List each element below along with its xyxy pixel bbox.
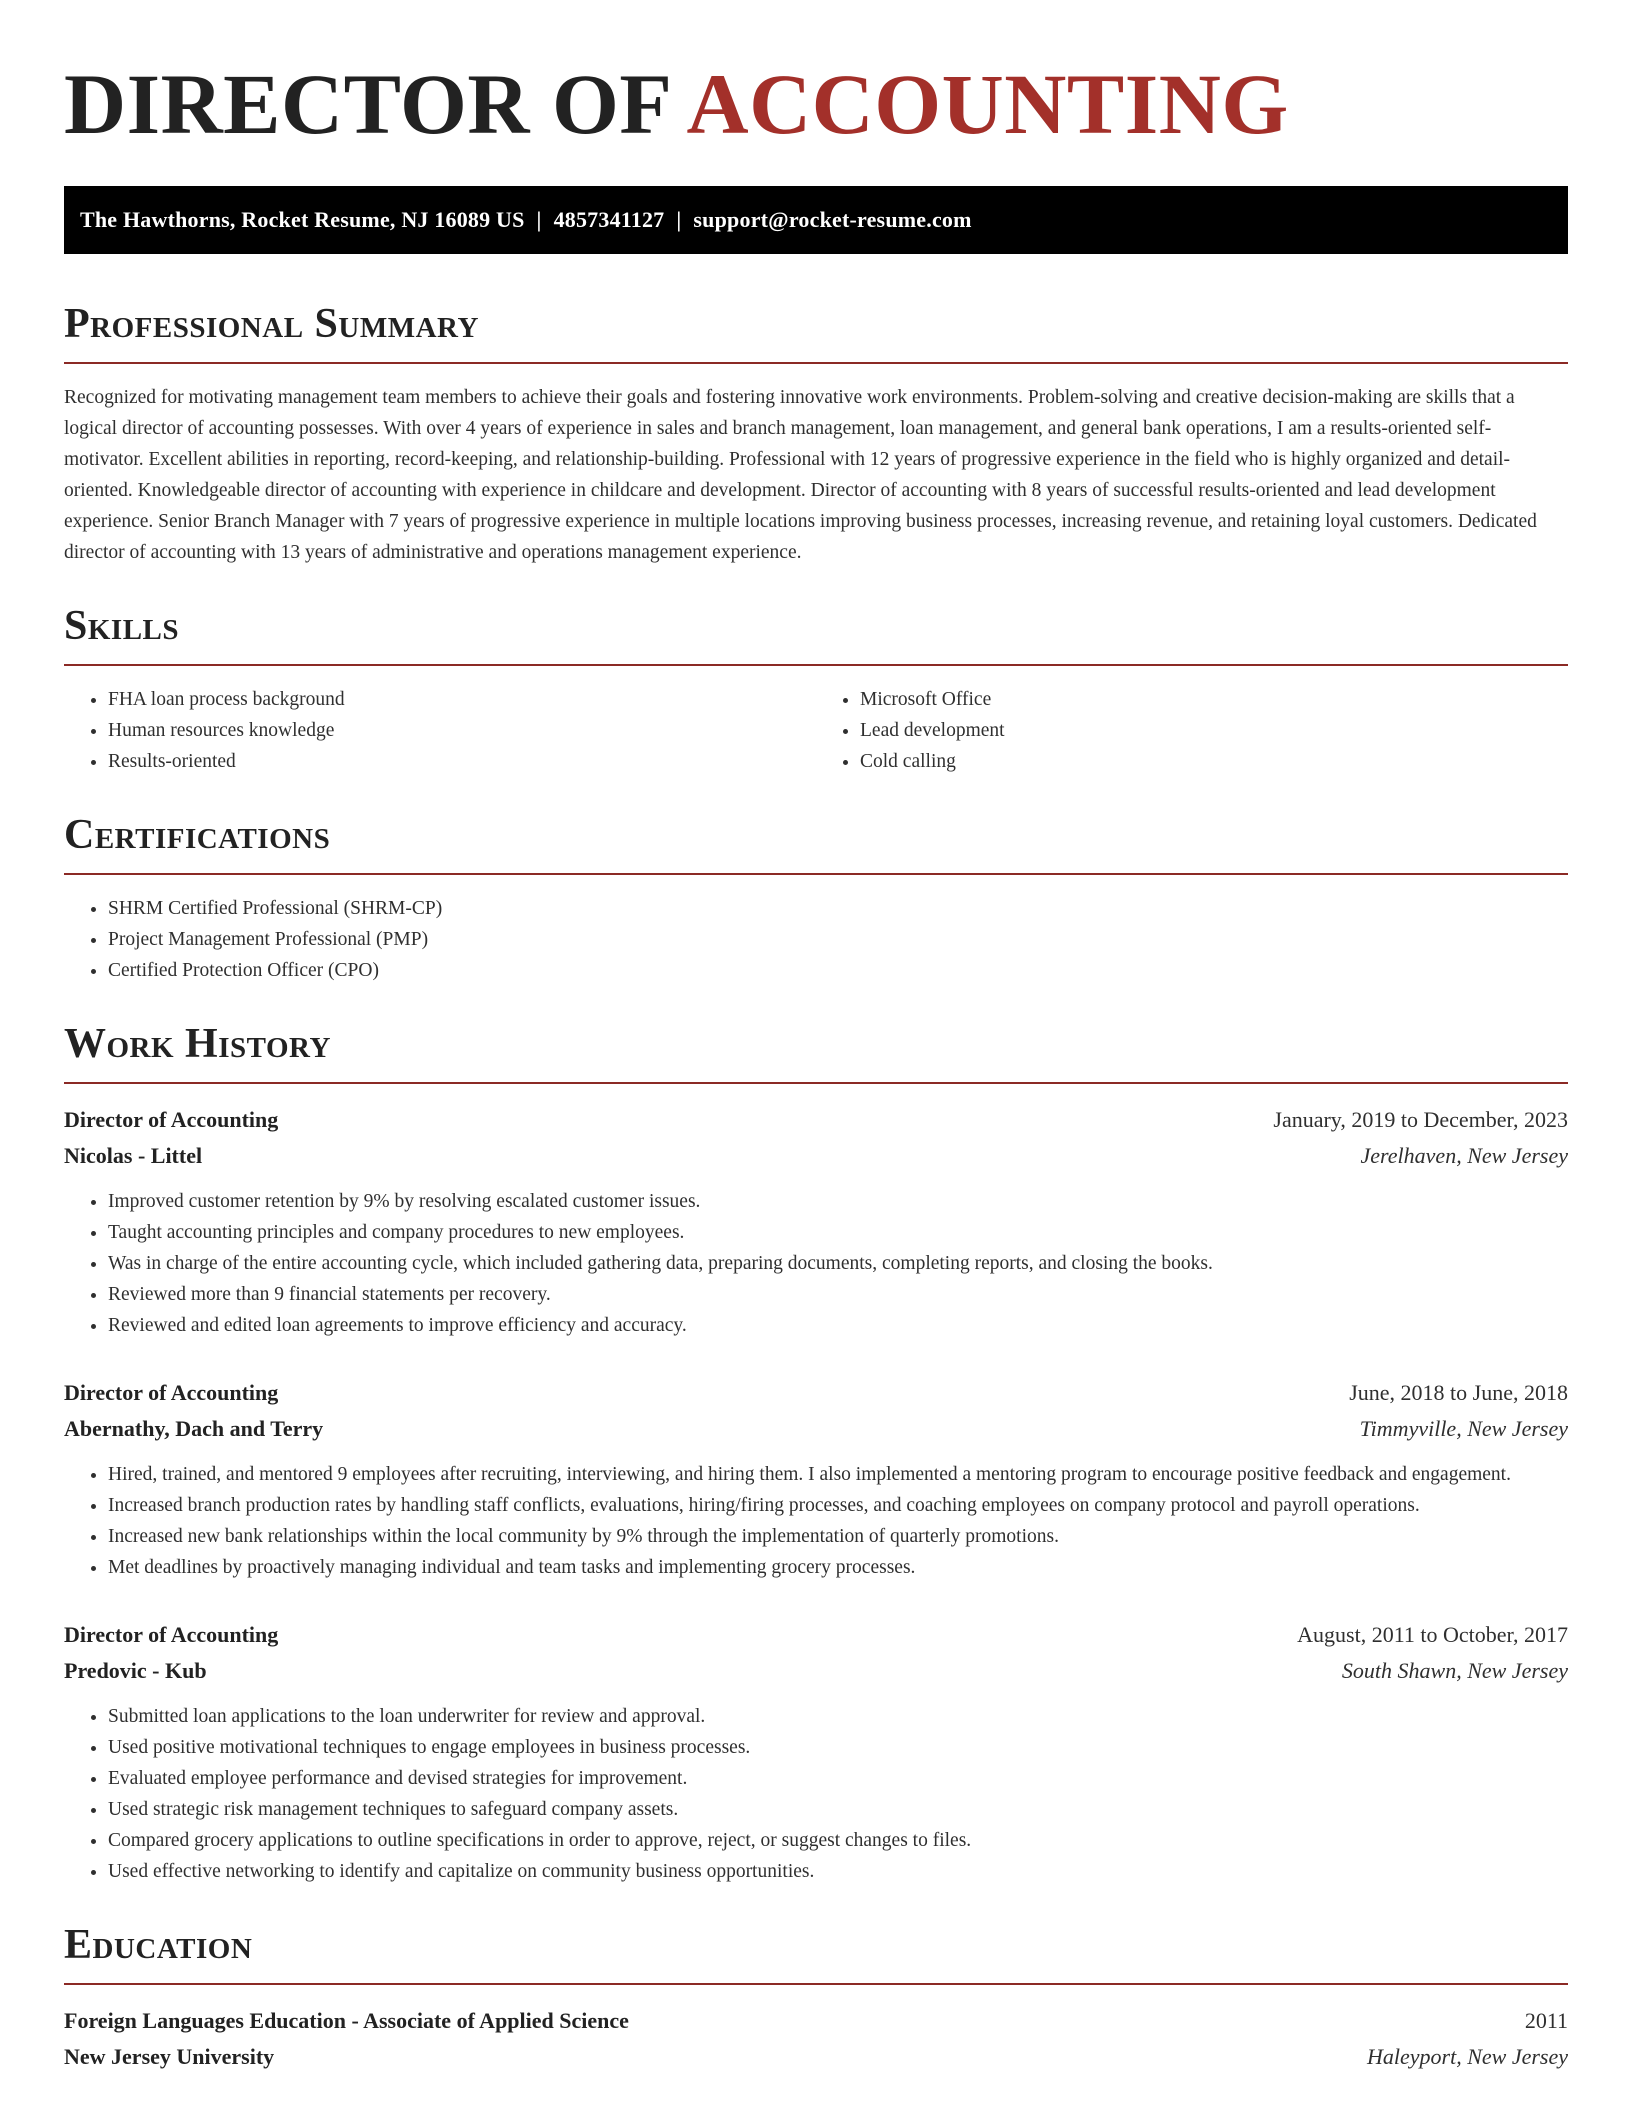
contact-separator: | [676,207,682,232]
job-bullets [64,1186,1568,1341]
job-bullet: • Used effective networking to identify and capitalize on community business opportunities. [108,1856,1568,1887]
job-bullet: • Used strategic risk management techniques to safeguard company assets. [108,1794,1568,1825]
section-divider [64,1983,1568,1985]
contact-address: The Hawthorns, Rocket Resume, NJ 16089 US [80,207,525,232]
job-header-row [64,1617,1568,1653]
contact-email[interactable]: support@rocket-resume.com [693,207,972,232]
job-location: South Shawn, New Jersey [1341,1658,1568,1683]
section-divider [64,664,1568,666]
work-history-heading: Work History [64,1021,331,1067]
section-divider [64,362,1568,364]
job-bullets [64,1701,1568,1887]
job-bullet: • Reviewed more than 9 financial statements per recovery. [108,1279,1568,1310]
job-bullet: • Increased branch production rates by handling staff conflicts, evaluations, hiring/firing processes, and coaching employees on company protocol and payroll operations. [108,1490,1568,1521]
summary-section [64,300,1568,568]
certification-item: • Certified Protection Officer (CPO) [108,955,1568,986]
resume-title [64,56,1568,152]
contact-bar [64,186,1568,254]
job-bullet: • Compared grocery applications to outline specifications in order to approve, reject, or suggest changes to files. [108,1825,1568,1856]
section-divider [64,873,1568,875]
education-heading: Education [64,1922,253,1968]
summary-text: Recognized for motivating management team members to achieve their goals and fostering innovative work environments. Problem-solving and creative decision-making are skills that a logical director of accounting possesses. With over 4 years of experience in sales and branch management, loan management, and general bank operations, I am a results-oriented self-motivator. Excellent abilities in reporting, record-keeping, and relationship-building. Professional with 12 years of progressive experience in the field who is highly organized and detail-oriented. Knowledgeable director of accounting with experience in childcare and development. Director of accounting with 8 years of successful results-oriented and lead development experience. Senior Branch Manager with 7 years of progressive experience in multiple locations improving business processes, increasing revenue, and retaining loyal customers. Dedicated director of accounting with 13 years of administrative and operations management experience. [64,387,1537,563]
job-bullet: • Met deadlines by proactively managing individual and team tasks and implementing grocery processes. [108,1552,1568,1583]
job-header-row [64,1102,1568,1138]
education-location: Haleyport, New Jersey [1367,2044,1568,2069]
skills-section [64,602,1568,777]
job-company: Abernathy, Dach and Terry [64,1416,324,1441]
skill-item: • Microsoft Office [860,684,1568,715]
job-company: Nicolas - Littel [64,1143,203,1168]
title-accent: ACCOUNTING [686,56,1289,152]
job-header-row [64,1375,1568,1411]
section-divider [64,1082,1568,1084]
education-school-row [64,2039,1568,2075]
job-bullets [64,1459,1568,1583]
job-bullet: • Improved customer retention by 9% by resolving escalated customer issues. [108,1186,1568,1217]
job-company-row [64,1138,1568,1174]
job-company: Predovic - Kub [64,1658,207,1683]
skills-grid [64,684,1568,777]
summary-heading: Professional Summary [64,301,479,347]
education-header-row [64,2003,1568,2039]
job-bullet: • Was in charge of the entire accounting cycle, which included gathering data, preparing documents, completing reports, and closing the books. [108,1248,1568,1279]
job-entry [64,1617,1568,1887]
job-dates: August, 2011 to October, 2017 [1297,1622,1568,1647]
job-bullet: • Hired, trained, and mentored 9 employees after recruiting, interviewing, and hiring them. I also implemented a mentoring program to encourage positive feedback and engagement. [108,1459,1568,1490]
education-school: New Jersey University [64,2044,275,2069]
job-bullet: • Submitted loan applications to the loan underwriter for review and approval. [108,1701,1568,1732]
job-company-row [64,1411,1568,1447]
job-dates: January, 2019 to December, 2023 [1273,1107,1568,1132]
job-bullet: • Used positive motivational techniques to engage employees in business processes. [108,1732,1568,1763]
job-location: Jerelhaven, New Jersey [1360,1143,1568,1168]
certification-item: • SHRM Certified Professional (SHRM-CP) [108,893,1568,924]
job-bullet: • Evaluated employee performance and devised strategies for improvement. [108,1763,1568,1794]
title-prefix: DIRECTOR OF [64,56,670,152]
job-entry [64,1375,1568,1583]
education-section [64,1921,1568,2075]
skill-item: • Cold calling [860,746,1568,777]
certifications-heading: Certifications [64,812,331,858]
skill-item: • FHA loan process background [108,684,816,715]
job-location: Timmyville, New Jersey [1359,1416,1568,1441]
contact-separator: | [536,207,542,232]
job-title: Director of Accounting [64,1380,279,1405]
education-year: 2011 [1524,2008,1568,2033]
job-title: Director of Accounting [64,1622,279,1647]
job-bullet: • Reviewed and edited loan agreements to improve efficiency and accuracy. [108,1310,1568,1341]
work-history-section [64,1020,1568,1887]
skills-heading: Skills [64,603,180,649]
job-bullet: • Increased new bank relationships within the local community by 9% through the implementation of quarterly promotions. [108,1521,1568,1552]
skill-item: • Results-oriented [108,746,816,777]
job-title: Director of Accounting [64,1107,279,1132]
education-degree: Foreign Languages Education - Associate of Applied Science [64,2008,629,2033]
job-dates: June, 2018 to June, 2018 [1349,1380,1568,1405]
skill-item: • Human resources knowledge [108,715,816,746]
skill-item: • Lead development [860,715,1568,746]
skills-list-right [816,684,1568,777]
education-entry [64,2003,1568,2075]
certifications-section [64,811,1568,986]
job-bullet: • Taught accounting principles and company procedures to new employees. [108,1217,1568,1248]
skills-list-left [64,684,816,777]
certifications-list [64,893,1568,986]
contact-phone[interactable]: 4857341127 [553,207,665,232]
job-entry [64,1102,1568,1341]
certification-item: • Project Management Professional (PMP) [108,924,1568,955]
job-company-row [64,1653,1568,1689]
